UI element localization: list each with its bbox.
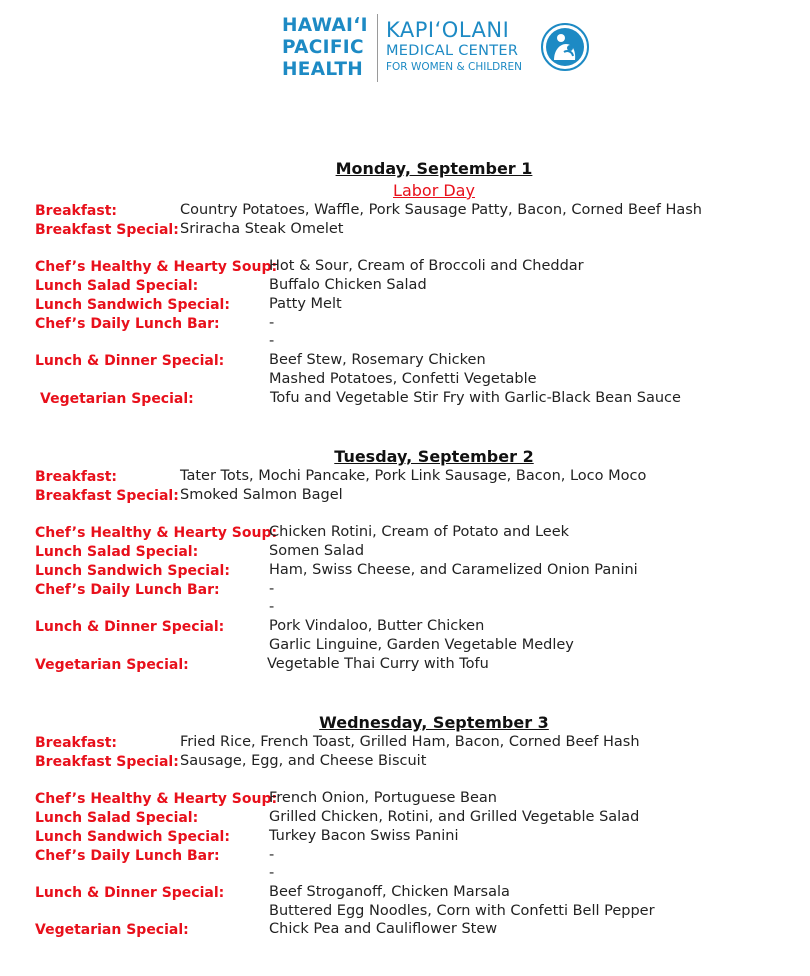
salad-value: Grilled Chicken, Rotini, and Grilled Vegetable Salad <box>269 809 640 825</box>
medical-center-text: MEDICAL CENTER <box>386 43 519 59</box>
breakfast-special-label: Breakfast Special: <box>35 754 179 770</box>
vegetarian-value: Tofu and Vegetable Stir Fry with Garlic-Black Bean Sauce <box>270 390 681 406</box>
dinner-label: Lunch & Dinner Special: <box>35 619 225 635</box>
breakfast-special-label: Breakfast Special: <box>35 222 179 238</box>
dinner-value: Mashed Potatoes, Confetti Vegetable <box>269 371 537 387</box>
salad-label: Lunch Salad Special: <box>35 278 199 294</box>
breakfast-value: Fried Rice, French Toast, Grilled Ham, Bacon, Corned Beef Hash <box>180 734 640 750</box>
for-women-children-text: FOR WOMEN & CHILDREN <box>386 61 523 73</box>
vegetarian-label: Vegetarian Special: <box>35 657 189 673</box>
salad-label: Lunch Salad Special: <box>35 810 199 826</box>
salad-value: Buffalo Chicken Salad <box>269 277 427 293</box>
lunch-bar-label: Chef’s Daily Lunch Bar: <box>35 316 220 332</box>
vegetarian-value: Vegetable Thai Curry with Tofu <box>267 656 489 672</box>
breakfast-label: Breakfast: <box>35 469 117 485</box>
soup-value: Chicken Rotini, Cream of Potato and Leek <box>269 524 570 540</box>
sandwich-label: Lunch Sandwich Special: <box>35 297 230 313</box>
hph-logo-line: HAWAIʻI <box>282 15 368 36</box>
lunch-bar-value: - <box>269 581 275 597</box>
dinner-value: Beef Stew, Rosemary Chicken <box>269 352 486 368</box>
dinner-value: Beef Stroganoff, Chicken Marsala <box>269 884 510 900</box>
lunch-bar-value: - <box>269 599 275 615</box>
lunch-bar-label: Chef’s Daily Lunch Bar: <box>35 582 220 598</box>
breakfast-value: Country Potatoes, Waffle, Pork Sausage Patty, Bacon, Corned Beef Hash <box>180 202 702 218</box>
sandwich-value: Patty Melt <box>269 296 342 312</box>
header <box>282 12 612 82</box>
lunch-bar-value: - <box>269 333 275 349</box>
lunch-bar-value: - <box>269 865 275 881</box>
dinner-label: Lunch & Dinner Special: <box>35 885 225 901</box>
dinner-label: Lunch & Dinner Special: <box>35 353 225 369</box>
breakfast-label: Breakfast: <box>35 735 117 751</box>
soup-value: French Onion, Portuguese Bean <box>269 790 497 806</box>
lunch-bar-value: - <box>269 315 275 331</box>
day-title: Wednesday, September 3 <box>319 713 549 732</box>
lunch-bar-value: - <box>269 847 275 863</box>
hph-logo-line: HEALTH <box>282 59 364 80</box>
vegetarian-label: Vegetarian Special: <box>35 922 189 938</box>
salad-value: Somen Salad <box>269 543 365 559</box>
soup-label: Chef’s Healthy & Hearty Soup: <box>35 259 278 275</box>
breakfast-label: Breakfast: <box>35 203 117 219</box>
lunch-bar-label: Chef’s Daily Lunch Bar: <box>35 848 220 864</box>
sandwich-label: Lunch Sandwich Special: <box>35 829 230 845</box>
breakfast-special-value: Sriracha Steak Omelet <box>180 221 344 237</box>
soup-value: Hot & Sour, Cream of Broccoli and Cheddar <box>269 258 584 274</box>
dinner-value: Garlic Linguine, Garden Vegetable Medley <box>269 637 574 653</box>
vegetarian-label: Vegetarian Special: <box>40 391 194 407</box>
vegetarian-value: Chick Pea and Cauliflower Stew <box>269 921 498 937</box>
soup-label: Chef’s Healthy & Hearty Soup: <box>35 525 278 541</box>
breakfast-special-label: Breakfast Special: <box>35 488 179 504</box>
kapiolani-logo-text <box>386 18 522 74</box>
day-title: Monday, September 1 <box>335 159 533 178</box>
breakfast-special-value: Smoked Salmon Bagel <box>180 487 343 503</box>
dinner-value: Buttered Egg Noodles, Corn with Confetti Bell Pepper <box>269 903 655 919</box>
day-title: Tuesday, September 2 <box>334 447 534 466</box>
kapiolani-name: KAPIʻOLANI <box>386 18 510 42</box>
dinner-value: Pork Vindaloo, Butter Chicken <box>269 618 485 634</box>
sandwich-label: Lunch Sandwich Special: <box>35 563 230 579</box>
breakfast-value: Tater Tots, Mochi Pancake, Pork Link Sausage, Bacon, Loco Moco <box>180 468 647 484</box>
hawaii-pacific-health-logo <box>282 15 372 81</box>
logo-divider <box>377 14 378 82</box>
soup-label: Chef’s Healthy & Hearty Soup: <box>35 791 278 807</box>
salad-label: Lunch Salad Special: <box>35 544 199 560</box>
hph-logo-line: PACIFIC <box>282 37 364 58</box>
sandwich-value: Ham, Swiss Cheese, and Caramelized Onion Panini <box>269 562 638 578</box>
holiday-label: Labor Day <box>393 181 475 200</box>
breakfast-special-value: Sausage, Egg, and Cheese Biscuit <box>180 753 427 769</box>
kapiolani-emblem-icon <box>540 22 590 72</box>
sandwich-value: Turkey Bacon Swiss Panini <box>269 828 459 844</box>
